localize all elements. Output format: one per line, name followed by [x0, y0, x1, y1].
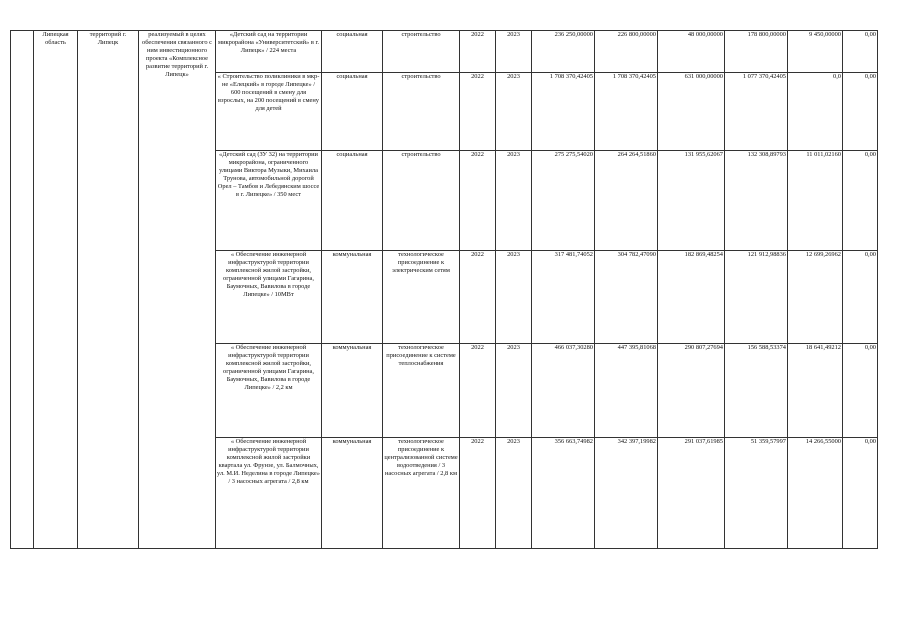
year2-amount-cell: 121 912,98836: [725, 251, 788, 344]
end-year-cell: 2023: [496, 344, 532, 438]
sphere-cell: социальная: [322, 31, 383, 73]
sphere-cell: коммунальная: [322, 251, 383, 344]
table-row: [11, 31, 878, 73]
object-cell: «Детский сад на территории микрорайона «Университетский» в г. Липецк» / 224 места: [216, 31, 322, 73]
end-year-cell: 2023: [496, 73, 532, 151]
kind-cell: технологическое присоединение к системе теплоснабжения: [383, 344, 460, 438]
year2-amount-cell: 51 359,57997: [725, 438, 788, 549]
loan-amount-cell: 447 395,81068: [595, 344, 658, 438]
start-year-cell: 2022: [460, 31, 496, 73]
other-funds-cell: 0,00: [843, 31, 878, 73]
kind-cell: строительство: [383, 151, 460, 251]
object-cell: « Обеспечение инженерной инфраструктурой территории комплексной жилой застройки квартала ул. Фрунзе, ул. Балмочных, ул. М.И. Неделина в городе Липецке» / 3 насосных агрегата / 2,8 км: [216, 438, 322, 549]
year2-amount-cell: 178 800,00000: [725, 31, 788, 73]
kind-cell: строительство: [383, 73, 460, 151]
other-funds-cell: 0,00: [843, 344, 878, 438]
region-cell: Липецкая область: [34, 31, 78, 549]
object-cell: « Строительство поликлиники в мкр-не «Елецкий» в городе Липецке» / 600 посещений в смену для взрослых, на 200 посещений в смену для детей: [216, 73, 322, 151]
row-number-cell: [11, 31, 34, 549]
start-year-cell: 2022: [460, 73, 496, 151]
loan-amount-cell: 304 782,47090: [595, 251, 658, 344]
total-cost-cell: 1 708 370,42405: [532, 73, 595, 151]
year1-amount-cell: 290 807,27694: [658, 344, 725, 438]
loan-amount-cell: 226 800,00000: [595, 31, 658, 73]
year1-amount-cell: 291 037,61985: [658, 438, 725, 549]
year1-amount-cell: 48 000,00000: [658, 31, 725, 73]
own-funds-cell: 12 699,26962: [788, 251, 843, 344]
year2-amount-cell: 132 308,89793: [725, 151, 788, 251]
purpose-cell: реализуемый в целях обеспечения связанного с ним инвестиционного проекта «Комплексное развитие территорий г. Липецк»: [139, 31, 216, 549]
end-year-cell: 2023: [496, 31, 532, 73]
loan-amount-cell: 1 708 370,42405: [595, 73, 658, 151]
end-year-cell: 2023: [496, 438, 532, 549]
investment-projects-table: [10, 30, 878, 549]
end-year-cell: 2023: [496, 151, 532, 251]
object-cell: « Обеспечение инженерной инфраструктурой территории комплексной жилой застройки, ограниченной улицами Гагарина, Баумочных, Вавилова в городе Липецке» / 10МВт: [216, 251, 322, 344]
table-body: [11, 31, 878, 549]
year1-amount-cell: 182 869,48254: [658, 251, 725, 344]
own-funds-cell: 11 011,02160: [788, 151, 843, 251]
other-funds-cell: 0,00: [843, 251, 878, 344]
total-cost-cell: 317 481,74052: [532, 251, 595, 344]
year2-amount-cell: 1 077 370,42405: [725, 73, 788, 151]
year1-amount-cell: 131 955,62067: [658, 151, 725, 251]
year2-amount-cell: 156 588,53374: [725, 344, 788, 438]
start-year-cell: 2022: [460, 151, 496, 251]
own-funds-cell: 9 450,00000: [788, 31, 843, 73]
object-cell: « Обеспечение инженерной инфраструктурой территории комплексной жилой застройки, ограниченной улицами Гагарина, Баумочных, Вавилова в городе Липецке» / 2,2 км: [216, 344, 322, 438]
sphere-cell: социальная: [322, 151, 383, 251]
own-funds-cell: 18 641,49212: [788, 344, 843, 438]
total-cost-cell: 275 275,54020: [532, 151, 595, 251]
own-funds-cell: 14 266,55000: [788, 438, 843, 549]
start-year-cell: 2022: [460, 438, 496, 549]
other-funds-cell: 0,00: [843, 73, 878, 151]
other-funds-cell: 0,00: [843, 151, 878, 251]
total-cost-cell: 356 663,74982: [532, 438, 595, 549]
territory-cell: территорий г. Липецк: [78, 31, 139, 549]
loan-amount-cell: 342 397,19982: [595, 438, 658, 549]
own-funds-cell: 0,0: [788, 73, 843, 151]
object-cell: «Детский сад (ЗУ 32) на территории микрорайона, ограниченного улицами Виктора Музыки, Михаила Трунова, автомобильной дорогой Орел – Тамбов и Лебедянским шоссе в г. Липецке» / 350 мест: [216, 151, 322, 251]
end-year-cell: 2023: [496, 251, 532, 344]
kind-cell: строительство: [383, 31, 460, 73]
other-funds-cell: 0,00: [843, 438, 878, 549]
year1-amount-cell: 631 000,00000: [658, 73, 725, 151]
sphere-cell: социальная: [322, 73, 383, 151]
loan-amount-cell: 264 264,51860: [595, 151, 658, 251]
sphere-cell: коммунальная: [322, 344, 383, 438]
kind-cell: технологическое присоединение к централизованной системе водоотведения / 3 насосных агрегата / 2,8 км: [383, 438, 460, 549]
kind-cell: технологическое присоединение к электрическим сетям: [383, 251, 460, 344]
start-year-cell: 2022: [460, 344, 496, 438]
start-year-cell: 2022: [460, 251, 496, 344]
total-cost-cell: 236 250,00000: [532, 31, 595, 73]
total-cost-cell: 466 037,30280: [532, 344, 595, 438]
sphere-cell: коммунальная: [322, 438, 383, 549]
